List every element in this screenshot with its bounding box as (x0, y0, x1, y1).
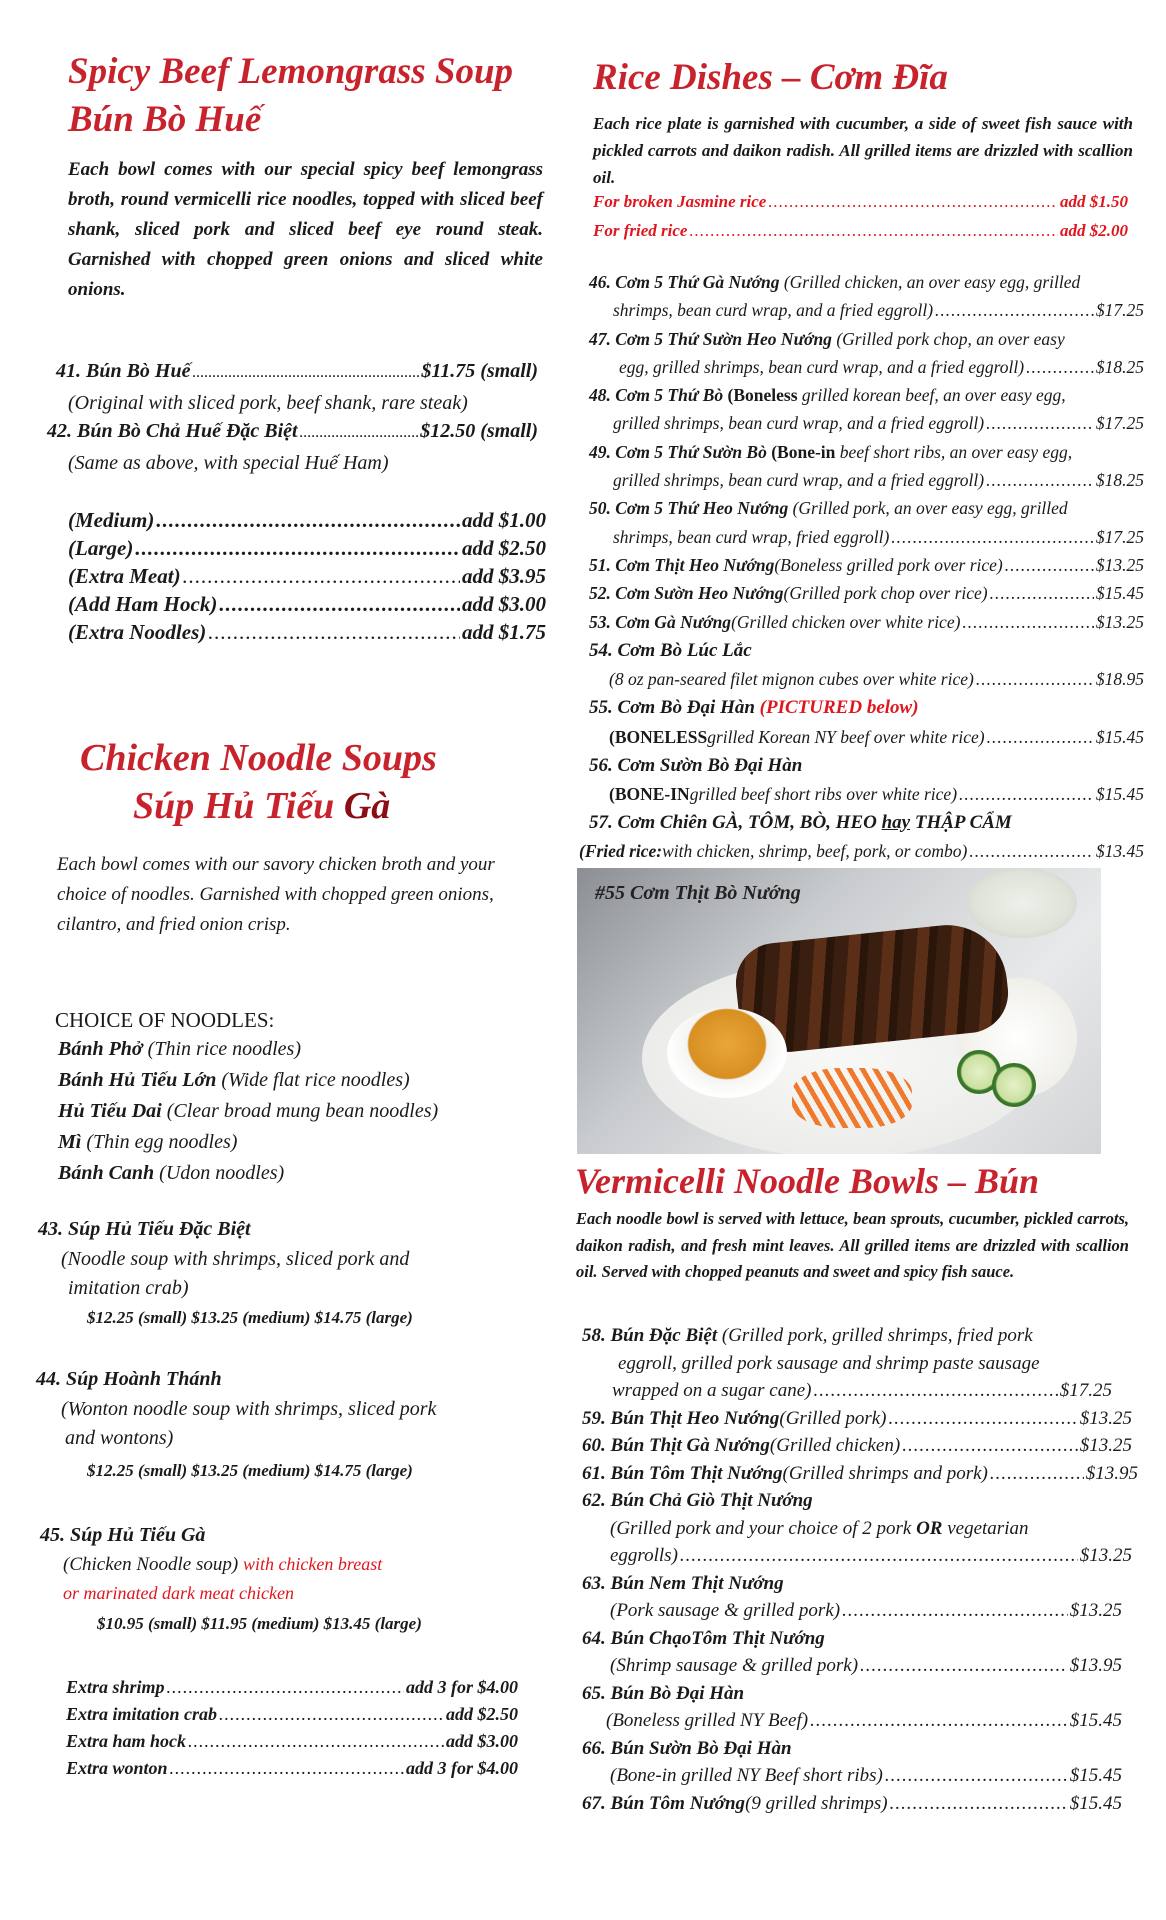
item-desc: (Grilled chicken, an over easy egg, grilled (779, 272, 1081, 292)
menu-item-67 (582, 1790, 1122, 1818)
item-price: $13.25 (1095, 554, 1144, 575)
item-line (582, 1542, 1132, 1570)
item-price: $13.25 (1079, 1435, 1132, 1456)
item-price: $18.25 (1095, 356, 1144, 377)
addon-name: (Extra Meat) (68, 564, 181, 588)
addon-price: add $2.50 (462, 536, 546, 560)
menu-item-44-title: 44. Súp Hoành Thánh (36, 1368, 222, 1390)
addon-name: (Extra Noodles) (68, 620, 207, 644)
item-price: $18.95 (1095, 669, 1144, 690)
item-price: $11.75 (small) (421, 360, 538, 382)
menu-item-51 (589, 551, 1144, 579)
extra-name: Extra imitation crab (66, 1704, 218, 1724)
item-desc-bold: (Boneless (727, 385, 798, 406)
item-title: 53. Cơm Gà Nướng (589, 611, 732, 632)
fish-sauce-bowl (667, 1008, 787, 1098)
menu-item-58 (582, 1322, 1138, 1350)
menu-item-49 (589, 438, 1144, 466)
item-title: 57. Cơm Chiên GÀ, TÔM, BÒ, HEO (589, 811, 882, 833)
item-line (589, 409, 1144, 437)
upgrade-price: add $1.50 (1060, 192, 1128, 211)
item-desc: vegetarian (942, 1517, 1029, 1539)
item-desc: with chicken, shrimp, beef, pork, or combo) (662, 840, 968, 861)
vermicelli-list (582, 1322, 1138, 1817)
item-desc: grilled Korean NY beef over white rice) (707, 726, 985, 747)
rice-combo-list (579, 268, 1144, 865)
chicken-soup-description: Each bowl comes with our savory chicken broth and your choice of noodles. Garnished with chopped green onions, cilantro, and fried onion crisp. (57, 854, 495, 935)
item-desc: wrapped on a sugar cane) (612, 1380, 812, 1401)
chicken-extras-list (66, 1674, 518, 1782)
item-desc: (Wonton noodle soup with shrimps, sliced pork (61, 1398, 437, 1420)
addon-row (68, 562, 546, 590)
item-desc: (Grilled shrimps and pork) (782, 1462, 988, 1484)
menu-item-53 (589, 608, 1144, 636)
extra-name: Extra wonton (66, 1758, 168, 1778)
addon-name: (Add Ham Hock) (68, 592, 218, 616)
item-note: (Original with sliced pork, beef shank, rare steak) (68, 392, 468, 414)
item-desc: (Pork sausage & grilled pork) (610, 1600, 841, 1621)
item-desc: shrimps, bean curd wrap, fried eggroll) (613, 526, 890, 547)
menu-item-54 (589, 636, 1144, 665)
item-line (589, 466, 1144, 494)
item-note: (Same as above, with special Huế Ham) (68, 452, 389, 474)
desc-text: (Chicken Noodle soup) (63, 1554, 243, 1575)
menu-item-55 (589, 693, 1144, 722)
menu-item-62 (582, 1487, 1138, 1515)
item-line (589, 723, 1144, 751)
vermicelli-description: Each noodle bowl is served with lettuce, bean sprouts, cucumber, pickled carrots, daikon radish, and fresh mint leaves. All grilled items are drizzled with scallion oil. Served with chopped peanuts and sweet and spicy fish sauce. (576, 1209, 1129, 1281)
item-price: $13.25 (1079, 1545, 1132, 1566)
item-title: 46. Cơm 5 Thứ Gà Nướng (589, 272, 780, 292)
noodle-name: Bánh Canh (58, 1162, 155, 1184)
item-price: $15.45 (1069, 1792, 1122, 1814)
item-line (582, 1350, 1138, 1378)
item-desc-bold: (BONELESS (609, 726, 708, 747)
item-line (589, 353, 1144, 381)
item-title: 56. Cơm Sườn Bò Đại Hàn (589, 755, 803, 777)
menu-item-45-title: 45. Súp Hủ Tiếu Gà (40, 1524, 206, 1546)
item-desc: (Grilled pork, grilled shrimps, fried pork (717, 1325, 1033, 1346)
item-price: $15.45 (1095, 726, 1144, 747)
extra-price: add $3.00 (446, 1731, 518, 1751)
beef-soup-subtitle: Bún Bò Huế (68, 99, 262, 140)
menu-item-48 (589, 381, 1144, 409)
item-desc-red: or marinated dark meat chicken (63, 1583, 294, 1603)
item-line (582, 1597, 1122, 1625)
sauce-cup (967, 868, 1077, 938)
noodle-desc: (Thin egg noodles) (86, 1131, 238, 1153)
item-desc: (Grilled pork chop, an over easy (831, 328, 1065, 349)
item-line (582, 1707, 1122, 1735)
item-title: 65. Bún Bò Đại Hàn (582, 1682, 745, 1704)
item-title: 63. Bún Nem Thịt Nướng (582, 1572, 784, 1594)
item-number: 42. (47, 420, 72, 442)
noodle-name: Bánh Phở (58, 1038, 143, 1060)
menu-item-64 (582, 1625, 1138, 1653)
item-desc-bold: (Fried rice: (579, 840, 663, 861)
item-line (589, 780, 1144, 808)
menu-item-42 (47, 420, 538, 443)
beef-addons-list (68, 506, 546, 646)
menu-item-50 (589, 494, 1144, 522)
pickled-carrots (792, 1068, 912, 1128)
upgrade-name: For fried rice (593, 221, 688, 240)
extra-name: Extra ham hock (66, 1731, 187, 1751)
item-name: Bún Bò Chả Huế Đặc Biệt (77, 420, 298, 442)
item-prices: $12.25 (small) $13.25 (medium) $14.75 (large) (87, 1461, 413, 1480)
addon-price: add $3.95 (462, 564, 546, 588)
noodle-choice (58, 1158, 438, 1189)
item-desc: egg, grilled shrimps, bean curd wrap, and a fried eggroll) (619, 356, 1025, 377)
item-line (582, 1377, 1112, 1405)
beef-soup-description: Each bowl comes with our special spicy beef lemongrass broth, round vermicelli rice noodles, topped with sliced beef shank, sliced pork and sliced beef eye round steak. Garnished with chopped green onions and sliced white onions. (68, 159, 543, 300)
item-line (582, 1652, 1122, 1680)
rice-description: Each rice plate is garnished with cucumber, a side of sweet fish sauce with pickled carrots and daikon radish. All grilled items are drizzled with scallion oil. (593, 114, 1133, 187)
item-desc (63, 1554, 382, 1576)
chicken-soup-title: Chicken Noodle Soups (80, 737, 437, 779)
noodle-desc: (Wide flat rice noodles) (221, 1069, 410, 1091)
cucumber-slice (992, 1063, 1036, 1107)
addon-row (68, 506, 546, 534)
menu-item-56 (589, 751, 1144, 780)
noodle-choice (58, 1034, 438, 1065)
menu-item-41 (56, 360, 538, 383)
menu-item-66 (582, 1735, 1138, 1763)
item-price: $13.95 (1069, 1655, 1122, 1676)
item-price: $17.25 (1095, 526, 1144, 547)
item-desc: (Grilled pork, an over easy egg, grilled (788, 498, 1068, 519)
item-title: 47. Cơm 5 Thứ Sườn Heo Nướng (589, 328, 832, 349)
item-price: $17.25 (1095, 413, 1144, 434)
noodle-name: Bánh Hủ Tiếu Lớn (58, 1069, 217, 1091)
rice-dishes-title: Rice Dishes – Cơm Đĩa (593, 57, 948, 98)
item-title: 64. Bún ChạoTôm Thịt Nướng (582, 1627, 825, 1649)
menu-item-57 (589, 809, 1144, 837)
item-title: 67. Bún Tôm Nướng (582, 1792, 746, 1814)
item-number: 41. (56, 360, 81, 382)
menu-item-59 (582, 1405, 1132, 1433)
subtitle-part: Súp Hủ Tiếu (133, 785, 344, 827)
addon-name: (Medium) (68, 508, 155, 532)
item-title: 50. Cơm 5 Thứ Heo Nướng (589, 498, 789, 519)
item-line (579, 837, 1144, 865)
item-desc: (Grilled chicken) (769, 1435, 901, 1456)
item-price: $17.25 (1059, 1380, 1112, 1401)
menu-item-43-title: 43. Súp Hủ Tiếu Đặc Biệt (38, 1218, 251, 1240)
addon-price: add $1.75 (462, 620, 546, 644)
rice-upgrade-broken (593, 192, 1128, 212)
item-desc: beef short ribs, an over easy egg, (835, 441, 1073, 462)
item-desc: and wontons) (65, 1427, 174, 1449)
item-name: Bún Bò Huế (86, 360, 191, 382)
item-desc: grilled beef short ribs over white rice) (689, 784, 958, 805)
photo-caption: #55 Cơm Thịt Bò Nướng (595, 882, 801, 904)
noodle-choice (58, 1127, 438, 1158)
item-desc: (8 oz pan-seared filet mignon cubes over white rice) (609, 669, 974, 690)
item-desc-bold: (Bone-in (771, 441, 836, 462)
item-title: 51. Cơm Thịt Heo Nướng (589, 554, 775, 575)
item-line (582, 1762, 1122, 1790)
noodle-choice (58, 1096, 438, 1127)
item-desc: grilled korean beef, an over easy egg, (797, 385, 1066, 406)
menu-item-60 (582, 1432, 1132, 1460)
rice-upgrade-fried (593, 221, 1128, 241)
desc-red: with chicken breast (242, 1554, 383, 1574)
item-line (582, 1515, 1138, 1543)
addon-row (68, 590, 546, 618)
subtitle-part: Gà (343, 785, 391, 827)
noodle-name: Hủ Tiếu Dai (58, 1100, 162, 1122)
noodle-choice (58, 1065, 438, 1096)
noodle-desc: (Thin rice noodles) (147, 1038, 301, 1060)
item-desc: (9 grilled shrimps) (745, 1792, 888, 1814)
item-title: 58. Bún Đặc Biệt (582, 1325, 718, 1346)
beef-soup-title: Spicy Beef Lemongrass Soup (68, 51, 514, 92)
item-title: 55. Cơm Bò Đại Hàn (589, 697, 760, 719)
dish-photo (577, 868, 1101, 1154)
item-desc: (Boneless grilled NY Beef) (606, 1710, 809, 1731)
item-line (589, 665, 1144, 693)
item-prices: $10.95 (small) $11.95 (medium) $13.45 (large) (97, 1614, 422, 1633)
item-title: 52. Cơm Sườn Heo Nướng (589, 583, 784, 604)
noodle-choice-header: CHOICE OF NOODLES: (55, 1008, 275, 1032)
item-title: hay (881, 811, 911, 833)
item-price: $15.45 (1069, 1765, 1122, 1786)
item-title: 61. Bún Tôm Thịt Nướng (582, 1462, 783, 1484)
extra-row (66, 1701, 518, 1728)
addon-row (68, 534, 546, 562)
item-price: $17.25 (1095, 300, 1144, 321)
item-line (589, 523, 1144, 551)
item-price: $13.25 (1069, 1600, 1122, 1621)
item-price: $13.25 (1095, 611, 1144, 632)
noodle-desc: (Clear broad mung bean noodles) (166, 1100, 439, 1122)
item-title: 66. Bún Sườn Bò Đại Hàn (582, 1737, 792, 1759)
item-desc: (Shrimp sausage & grilled pork) (610, 1655, 859, 1676)
item-desc: (Grilled chicken over white rice) (731, 611, 961, 632)
menu-item-47 (589, 325, 1144, 353)
item-title: 60. Bún Thịt Gà Nướng (582, 1435, 770, 1456)
item-title: 54. Cơm Bò Lúc Lắc (589, 639, 752, 661)
addon-price: add $3.00 (462, 592, 546, 616)
item-price: $15.45 (1095, 784, 1144, 805)
item-desc: (Grilled pork chop over rice) (783, 583, 988, 604)
addon-name: (Large) (68, 536, 134, 560)
menu-item-52 (589, 579, 1144, 607)
upgrade-name: For broken Jasmine rice (593, 192, 767, 211)
item-desc: (Noodle soup with shrimps, sliced pork and (61, 1248, 410, 1270)
vermicelli-title: Vermicelli Noodle Bowls – Bún (575, 1161, 1040, 1201)
upgrade-price: add $2.00 (1060, 221, 1128, 240)
pictured-note: (PICTURED below) (759, 697, 919, 719)
item-desc: shrimps, bean curd wrap, and a fried eggroll) (613, 300, 934, 321)
item-desc: (Grilled pork) (779, 1407, 887, 1429)
item-title: THẬP CẨM (910, 811, 1012, 833)
item-prices: $12.25 (small) $13.25 (medium) $14.75 (large) (87, 1308, 413, 1327)
item-price: $15.45 (1069, 1710, 1122, 1731)
extra-price: add 3 for $4.00 (406, 1758, 518, 1778)
item-desc: imitation crab) (68, 1277, 189, 1299)
addon-row (68, 618, 546, 646)
item-desc: grilled shrimps, bean curd wrap, and a fried eggroll) (613, 470, 985, 491)
item-title: 49. Cơm 5 Thứ Sườn Bò (589, 441, 767, 462)
extra-name: Extra shrimp (66, 1677, 165, 1697)
item-desc: eggrolls) (610, 1545, 678, 1566)
item-price: $15.45 (1095, 583, 1144, 604)
noodle-desc: (Udon noodles) (159, 1162, 285, 1184)
menu-item-46 (589, 268, 1144, 296)
noodle-choices-list (58, 1034, 438, 1189)
item-price: $13.25 (1079, 1407, 1132, 1429)
extra-price: add $2.50 (446, 1704, 518, 1724)
item-title: 62. Bún Chả Giò Thịt Nướng (582, 1490, 813, 1511)
item-desc-bold: OR (916, 1517, 943, 1539)
extra-price: add 3 for $4.00 (406, 1677, 518, 1697)
extra-row (66, 1674, 518, 1701)
item-desc: eggroll, grilled pork sausage and shrimp paste sausage (618, 1352, 1040, 1374)
item-desc: (Boneless grilled pork over rice) (774, 554, 1003, 575)
item-title: 59. Bún Thịt Heo Nướng (582, 1407, 780, 1429)
chicken-soup-subtitle (133, 784, 390, 828)
item-price: $13.95 (1085, 1462, 1138, 1484)
extra-row (66, 1728, 518, 1755)
noodle-name: Mì (58, 1131, 82, 1153)
item-price: $18.25 (1095, 470, 1144, 491)
item-price: $13.45 (1095, 840, 1144, 861)
extra-row (66, 1755, 518, 1782)
item-line (589, 296, 1144, 324)
menu-item-61 (582, 1460, 1138, 1488)
item-desc-bold: (BONE-IN (609, 784, 690, 805)
addon-price: add $1.00 (462, 508, 546, 532)
item-desc: (Bone-in grilled NY Beef short ribs) (610, 1765, 883, 1786)
item-title: 48. Cơm 5 Thứ Bò (589, 385, 724, 406)
item-desc: (Grilled pork and your choice of 2 pork (610, 1517, 917, 1539)
menu-item-65 (582, 1680, 1138, 1708)
menu-item-63 (582, 1570, 1138, 1598)
item-desc: grilled shrimps, bean curd wrap, and a fried eggroll) (613, 413, 985, 434)
item-price: $12.50 (small) (420, 420, 538, 442)
